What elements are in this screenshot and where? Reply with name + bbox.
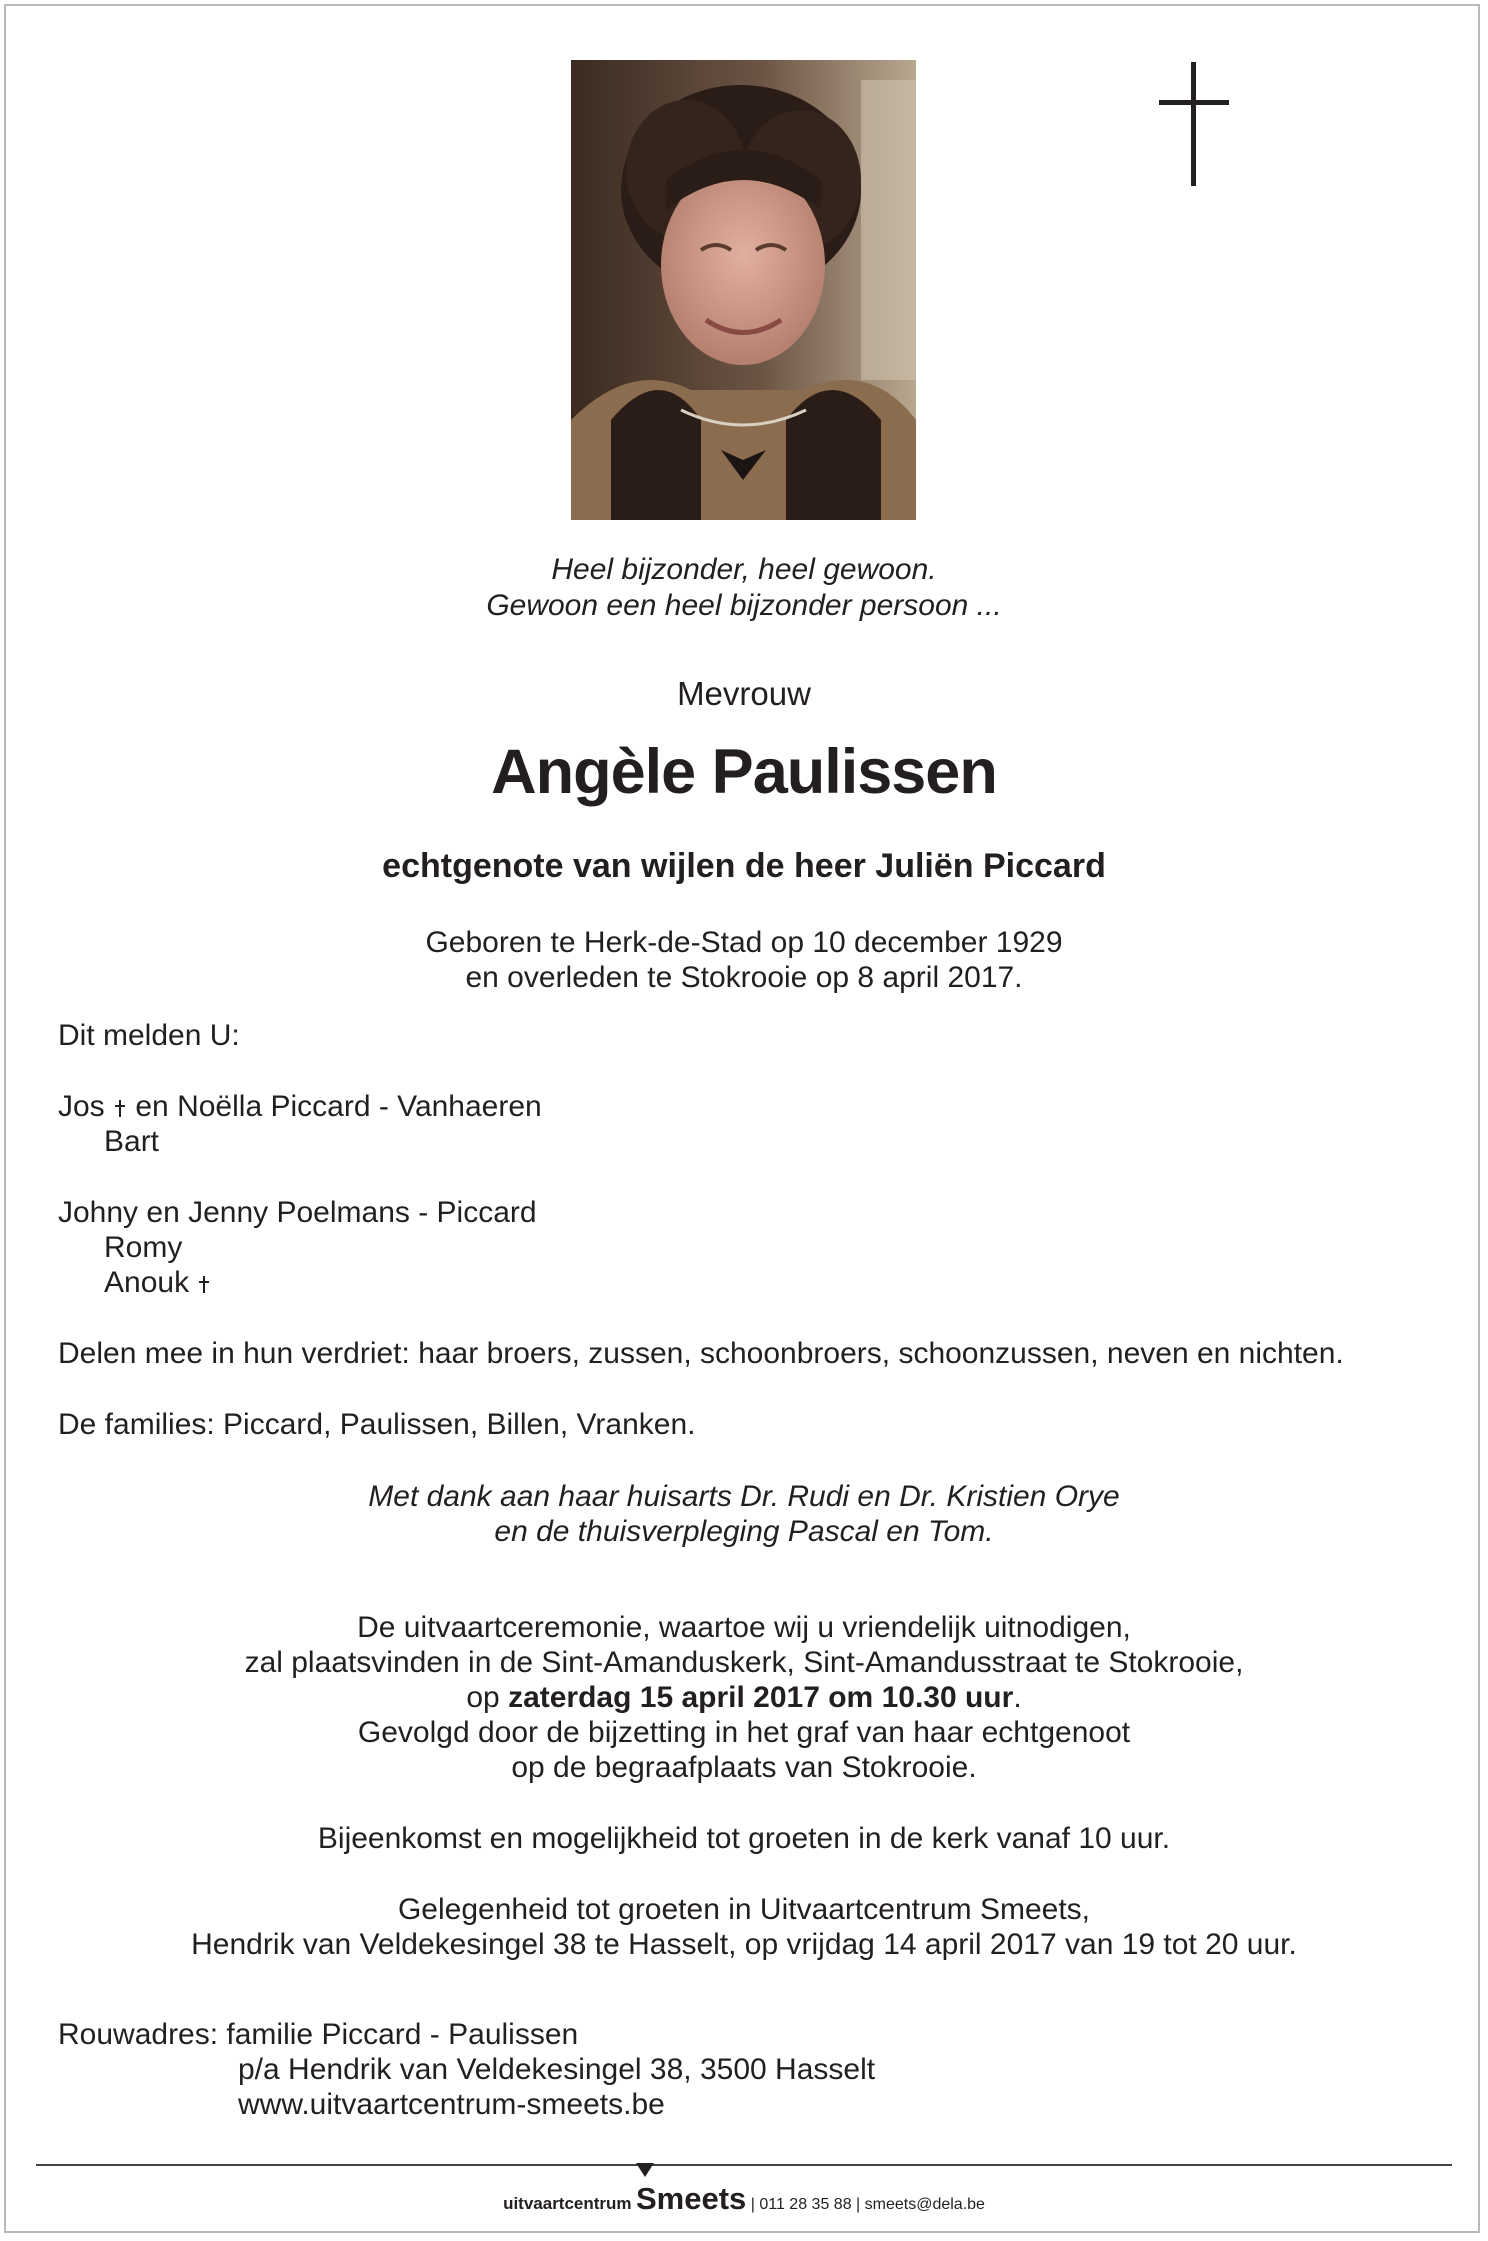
footer-brand-small: uitvaartcentrum — [503, 2194, 632, 2213]
family-2-child-2-name: Anouk — [104, 1266, 190, 1299]
ceremony-line-1: De uitvaartceremonie, waartoe wij u vriendelijk uitnodigen, — [357, 1611, 1131, 1644]
family-line-1 — [58, 1089, 542, 1124]
family-1-child-1: Bart — [104, 1125, 160, 1158]
footer-brand-logo — [636, 2181, 746, 2216]
ceremony-date: zaterdag 15 april 2017 om 10.30 uur — [508, 1681, 1014, 1714]
visitation-info — [0, 1892, 1488, 1962]
visitation-line-1: Gelegenheid tot groeten in Uitvaartcentrum Smeets, — [397, 1893, 1091, 1926]
portrait-photo — [571, 60, 916, 520]
ceremony-date-prefix: op — [466, 1681, 500, 1714]
footer — [0, 2181, 1488, 2217]
deceased-title: Mevrouw — [677, 675, 811, 712]
family-2-child-1: Romy — [104, 1231, 183, 1264]
visitation-line-2: Hendrik van Veldekesingel 38 te Hasselt, op vrijdag 14 april 2017 van 19 tot 20 uur. — [191, 1928, 1297, 1961]
announcers-intro: Dit melden U: — [58, 1019, 240, 1052]
family-2-child-2 — [104, 1265, 211, 1300]
ceremony-line-2: zal plaatsvinden in de Sint-Amanduskerk, Sint-Amandusstraat te Stokrooie, — [244, 1646, 1244, 1679]
spouse-line: echtgenote van wijlen de heer Juliën Piccard — [382, 847, 1106, 885]
gathering-line: Bijeenkomst en mogelijkheid tot groeten in de kerk vanaf 10 uur. — [317, 1822, 1171, 1855]
logo-triangle-icon — [636, 2163, 654, 2177]
birth-line: Geboren te Herk-de-Stad op 10 december 1929 — [425, 926, 1063, 959]
ceremony-line-5: op de begraafplaats van Stokrooie. — [511, 1751, 977, 1784]
small-cross-icon — [199, 1276, 209, 1293]
birth-death-info — [0, 925, 1488, 995]
motto-line-2: Gewoon een heel bijzonder persoon ... — [486, 589, 1002, 622]
death-line: en overleden te Stokrooie op 8 april 2017. — [465, 961, 1023, 994]
thanks-line-2: en de thuisverpleging Pascal en Tom. — [494, 1515, 994, 1548]
ceremony-info — [0, 1610, 1488, 1785]
motto — [0, 552, 1488, 624]
families-line: De families: Piccard, Paulissen, Billen, Vranken. — [58, 1408, 696, 1441]
small-cross-icon — [115, 1100, 125, 1117]
mourning-address-website[interactable]: www.uitvaartcentrum-smeets.be — [238, 2088, 665, 2121]
deceased-name: Angèle Paulissen — [491, 737, 997, 807]
mourning-address-label: Rouwadres: familie Piccard - Paulissen — [58, 2018, 579, 2051]
footer-contact: | 011 28 35 88 | smeets@dela.be — [750, 2196, 985, 2213]
footer-divider — [36, 2164, 1452, 2166]
ceremony-line-3 — [0, 1680, 1488, 1715]
ceremony-line-4: Gevolgd door de bijzetting in het graf van haar echtgenoot — [357, 1716, 1131, 1749]
family-1-name-b: en Noëlla Piccard - Vanhaeren — [135, 1090, 542, 1123]
family-line-2: Johny en Jenny Poelmans - Piccard — [58, 1196, 537, 1229]
latin-cross-icon — [1155, 60, 1235, 190]
family-1-name-a: Jos — [58, 1090, 105, 1123]
footer-brand-big: Smeets — [636, 2181, 747, 2216]
thanks-note — [0, 1479, 1488, 1549]
mourning-address-street: p/a Hendrik van Veldekesingel 38, 3500 Hasselt — [238, 2053, 876, 2086]
ceremony-date-suffix: . — [1013, 1681, 1022, 1714]
sharing-line: Delen mee in hun verdriet: haar broers, zussen, schoonbroers, schoonzussen, neven en nichten. — [58, 1337, 1344, 1370]
thanks-line-1: Met dank aan haar huisarts Dr. Rudi en Dr. Kristien Orye — [368, 1480, 1120, 1513]
motto-line-1: Heel bijzonder, heel gewoon. — [551, 553, 937, 586]
